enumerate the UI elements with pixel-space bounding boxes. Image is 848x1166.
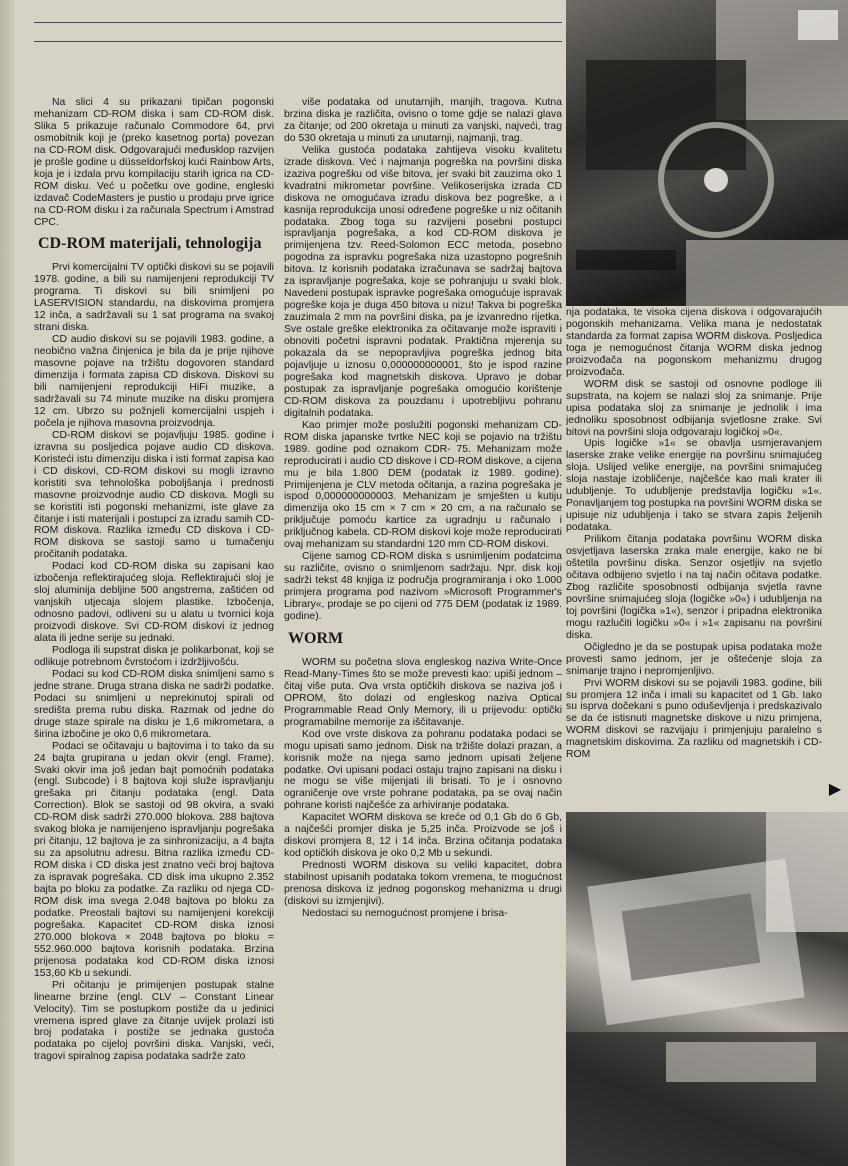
page-edge-shadow xyxy=(0,0,14,1166)
paragraph: Pri očitanju je primijenjen postupak stalne linearne brzine (engl. CLV – Constant Linear Velocity). Tim se postupkom postiže da u jedinici vremena ispred glave za čitanje uvijek prolazi isti broj podataka i postiže se jednaka gustoća podataka po cijeloj površini diska. Vanjski, veći, tragovi spiralnog zapisa podataka sadrže zato xyxy=(34,979,274,1063)
paragraph: WORM su početna slova engleskog naziva Write-Once Read-Many-Times što se može prevesti kao: upiši jednom – čitaj više puta. Ova vrsta optičkih diskova se naziva još i OPROM, što dolazi od engleskog naziva Optical Programmable Read Only Memory, ili u prijevodu: optički programabilne memorije za iščitavanje. xyxy=(284,656,562,728)
paragraph: više podataka od unutarnjih, manjih, tragova. Kutna brzina diska je različita, ovisno o tome gdje se nalazi glava za čitanje; od 200 okretaja u minuti za vanjski, najveći, trag do 530 okretaja u minuti za unutarnji, najmanji, trag. xyxy=(284,97,562,144)
paragraph: Upis logičke »1« se obavlja usmjeravanjem laserske zrake velike energije na površinu snimajućeg sloja. Uslijed velike energije, na površini snimajućeg sloja nastaje izobličenje, najčešće kao mali krater ili udubljenje. To udubljenje predstavlja logičku »1«. Ponavljanjem tog postupka na površini WORM diska se upisuje niz udubljenja i tako se stvara zapis željenih podataka. xyxy=(566,438,822,534)
section-heading-cdrom: CD-ROM materijali, tehnologija xyxy=(38,235,262,253)
paragraph: Kod ove vrste diskova za pohranu podataka podaci se mogu upisati samo jednom. Disk na tržište dolazi prazan, a korisnik može na njega samo jednom upisati željene podatke. Ovi upisani podaci ostaju trajno zapisani na disku i ne mogu se više mijenjati ili brisati. To je i osnovno ograničenje ove vrste pohrane podataka, pa se ovaj način pohrane koristi najčešće za arhiviranje podataka. xyxy=(284,728,562,812)
column-1 xyxy=(34,97,274,1157)
paragraph: Prilikom čitanja podataka površinu WORM diska osvjetljava laserska zraka male energije, kako ne bi oštetila površinu diska. Senzor osjetljiv na svjetlo očitava odbijeno svjetlo i na taj način očitava podatke. Zbog različite sposobnosti odbijanja svjetla ravne površine snimajućeg sloja (logičke »0«) i udubljenja na toj površini (logička »1«), senzor i pripadna elektronika mogu razlučiti logičku »0« i »1« zapisanu na površini diska. xyxy=(566,534,822,641)
header-rule-box xyxy=(34,22,562,42)
paragraph: Na slici 4 su prikazani tipičan pogonski mehanizam CD-ROM diska i sam CD-ROM disk. Slika 5 prikazuje računalo Commodore 64, prvi osmobitnik koji je (preko kasetnog porta) povezan na CD-ROM disk. Odgovarajući međusklop razvijen je prošle godine u düsseldorfskoj kući Rainbow Arts, koja je i izdala prvu kompilaciju starih igrica na CD-ROM disku. Već u početku ove godine, engleski izdavač CodeMasters je pustio u prodaju prve igrice na CD-ROM disku i za računala Spectrum i Amstrad CPC. xyxy=(34,97,274,228)
paragraph: Nedostaci su nemogućnost promjene i brisa- xyxy=(302,907,508,919)
paragraph: Očigledno je da se postupak upisa podataka može provesti samo jednom, jer je oštećenje sloja za snimanje trajno i nepromjenljivo. xyxy=(566,641,822,677)
paragraph: Podaci kod CD-ROM diska su zapisani kao izbočenja reflektirajućeg sloja. Reflektirajući sloj je sloj aluminija debljine 500 angstrema, zaštićen od vanjskih utjecaja slojem plastike. Izbočenja, odnosno padovi, odliveni su u alatu u tvornici koja proizvodi diskove. Svi CD-ROM diskovi iz jednog alata ili jedne serije su jednaki. xyxy=(34,561,274,645)
paragraph: Podaci su kod CD-ROM diska snimljeni samo s jedne strane. Druga strana diska ne sadrži podatke. Podaci su snimljeni u neprekinutoj spirali od središta prema rubu diska. Razmak od jedne do druge staze spirale na disku je 1,6 mikrometara, a širina izbočine je oko 0,6 mikrometara. xyxy=(34,668,274,740)
paragraph: Cijene samog CD-ROM diska s usnimljenim podatcima su različite, ovisno o snimljenom sadržaju. Npr. disk koji sadrži tekst 48 knjiga iz područja programiranja i oko 1.000 primjera programa pod nazivom »Microsoft Programmer's Library«, prodaje se po cijeni od 775 DEM (podatak iz 1989. godine). xyxy=(284,551,562,622)
column-3 xyxy=(566,307,822,812)
column-2 xyxy=(284,97,562,1157)
section-heading-worm: WORM xyxy=(288,629,344,647)
paragraph: Podaci se očitavaju u bajtovima i to tako da su 24 bajta grupirana u jedan okvir (engl. Frame). Svaki okvir ima još jedan bajt pomoćnih podataka (engl. Subcode) i 8 bajtova koji služe ispravljanju grešaka pri čitanju podataka (engl. Data Correction). Blok se sastoji od 98 okvira, a svaki CD-ROM disk sadrži 270.000 blokova. 288 bajtova svakog bloka je namijenjeno ispravljanju pogrešaka pri čitanju, 12 bajtova je za sinhronizaciju, a 4 bajta su za apsolutnu adresu. Bitna razlika između CD-ROM diska i CD diska jest znatno veći broj bajtova za ispravak pogrešaka. CD disk ima ukupno 2.352 bajta po bloku za podatke. Za razliku od njega CD-ROM disk ima svega 2.048 bajtova po bloku za podatke. Preostali bajtovi su namijenjeni korekciji pogrešaka. Kapacitet CD-ROM diska iznosi 270.000 blokova × 2048 bajtova po bloku = 552.960.000 bajtova korisnih podataka. Brzina prijenosa podataka kod CD-ROM diska iznosi 153,60 Kb u sekundi. xyxy=(34,740,274,979)
paragraph: WORM disk se sastoji od osnovne podloge ili supstrata, na kojem se nalazi sloj za snimanje. Prije upisa podataka sloj za snimanje je jednolik i ima jednoliku sposobnost odbijanja svjetlosne zrake. Svi bitovi na površini sloja odgovaraju logičkoj »0«. xyxy=(566,378,822,438)
paragraph: Velika gustoća podataka zahtijeva visoku kvalitetu izrade diskova. Već i najmanja pogreška na površini diska izaziva pogrešku od više bitova, jer svaki bit zauzima oko 1 kvadratni mikrometar površine. Velikoserijska izrada CD diskova ne omogućava izradu diskova bez pogreške, a i kasnija reprodukcija unosi određene pogreške u niz očitanih podataka. Zbog toga su razvijeni posebni postupci ispravljanja pogrešaka, a kod CD-ROM diskova je primijenjena tzv. Reed-Solomon ECC metoda, posebno pogodna za ispravku pogrešaka niza uzastopno pogrešnih bitova. Iz korisnih podataka izračunava se sadržaj bajtova za ispravljanje pogrešaka, koje se pohranjuju u svaki blok. Navedeni postupak ispravke pogrešaka omogućuje ispravak pogreške koja je duga 450 bitova u nizu! Takva bi pogreška zauzimala 2 mm na površini diska, pa je izvanredno rijetka. Sve ostale greške elektronika za očitavanje može ispraviti i obnoviti početni ispravni podatak. Praktična mjerenja su pokazala da se nepopravljiva pogreška jednog bita pojavljuje u iznosu 0,000000000001, što je ispod razine pogrešaka kod magnetskih diskova. Upravo je dobar postupak za ispravljanje pogrešaka omogućio korištenje CD-ROM diskova za pouzdanu i upotrebljivu pohranu digitalnih podataka. xyxy=(284,144,562,419)
paragraph: Prvi WORM diskovi su se pojavili 1983. godine, bili su promjera 12 inča i imali su kapacitet od 1 Gb. Iako su isprva dočekani s puno oduševljenja i predskazivalo se da će istisnuti magnetske diskove u nizu primjena, WORM diskovi se razvijaju i primjenjuju paralelno s magnetskim diskovima. Za razliku od magnetskih i CD-ROM xyxy=(566,677,822,761)
paragraph: Kapacitet WORM diskova se kreće od 0,1 Gb do 6 Gb, a najčešći promjer diska je 5,25 inča. Proizvode se još i diskovi promjera 8, 12 i 14 inča. Brzina očitanja podataka kod optičkih diskova je oko 0,2 Mb u sekundi. xyxy=(284,812,562,860)
paragraph: nja podataka, te visoka cijena diskova i odgovarajućih pogonskih mehanizama. Velika mana je nedostatak standarda za format zapisa WORM diskova. Posljedica toga je nemogućnost čitanja WORM diska jednog proizvođača na pogonskom mehanizmu drugog proizvođača. xyxy=(566,307,822,378)
paragraph: CD audio diskovi su se pojavili 1983. godine, a neobično važna činjenica je bila da je prije njihove masovne pojave na tržištu dogovoren standard dimenzija i formata zapisa CD diskova. Diskovi su bili namijenjeni reprodukciji HiFi muzike, a sadržavali su 74 minute muzike na disku promjera 12 cm. Ubrzo su požnjeli komercijalni uspjeh i počela je njihova masovna proizvodnja. xyxy=(34,334,274,429)
photo-computer-with-cdrom xyxy=(566,812,848,1166)
photo-cdrom-drive-mechanism xyxy=(566,0,848,306)
paragraph: Prednosti WORM diskova su veliki kapacitet, dobra stabilnost upisanih podataka tokom vremena, te mogućnost prenosa diskova iz jednog pogonskog mehanizma u drugi (diskovi su izmjenjivi). xyxy=(284,860,562,907)
paragraph: CD-ROM diskovi se pojavljuju 1985. godine i izravna su posljedica pojave audio CD diskova. Koristeći istu dimenziju diska i isti format zapisa kao i CD diskovi, CD-ROM diskovi su mogli izravno koristiti sva tehnološka poboljšanja i prednosti masovne proizvodnje audio CD diskova. Mogli su se koristiti isti pogonski mehanizmi, iste glave za čitanje i isti materijali i postupci za izradu samih CD-ROM diskova. Razlika između CD diskova i CD-ROM diskova se sastoji samo u tumačenju pročitanih podataka. xyxy=(34,429,274,561)
continue-arrow-icon: ▶ xyxy=(828,781,842,798)
paragraph: Podloga ili supstrat diska je polikarbonat, koji se odlikuje potrebnom čvrstoćom i izdržljivošću. xyxy=(34,644,274,668)
paragraph: Prvi komercijalni TV optički diskovi su se pojavili 1978. godine, a bili su namijenjeni reprodukciji TV programa. Ti diskovi su bili snimljeni po LASERVISION standardu, na diskovima promjera 12 inča, a sadržavali su 1 sat programa na svakoj strani diska. xyxy=(34,262,274,334)
paragraph: Kao primjer može poslužiti pogonski mehanizam CD-ROM diska japanske tvrtke NEC koji se pojavio na tržištu 1989. godine pod oznakom CDR- 75. Mehanizam može reproducirati i audio CD diskove i CD-ROM diskove, a cijena mu je bila 1.800 DEM (podatak iz 1989. godine). Primijenjena je CLV metoda očitanja, a razina pogrešaka je ispod 0,000000000003. Mehanizam je smješten u kutiju dimenzija oko 15 cm × 7 cm × 20 cm, a na računalo se priključuje pomoću kartice za ugradnju u računalo i priključnog kabela. CD-ROM diskovi koje može reproducirati ovaj mehanizam su standardni 120 mm CD-ROM diskovi. xyxy=(284,419,562,551)
